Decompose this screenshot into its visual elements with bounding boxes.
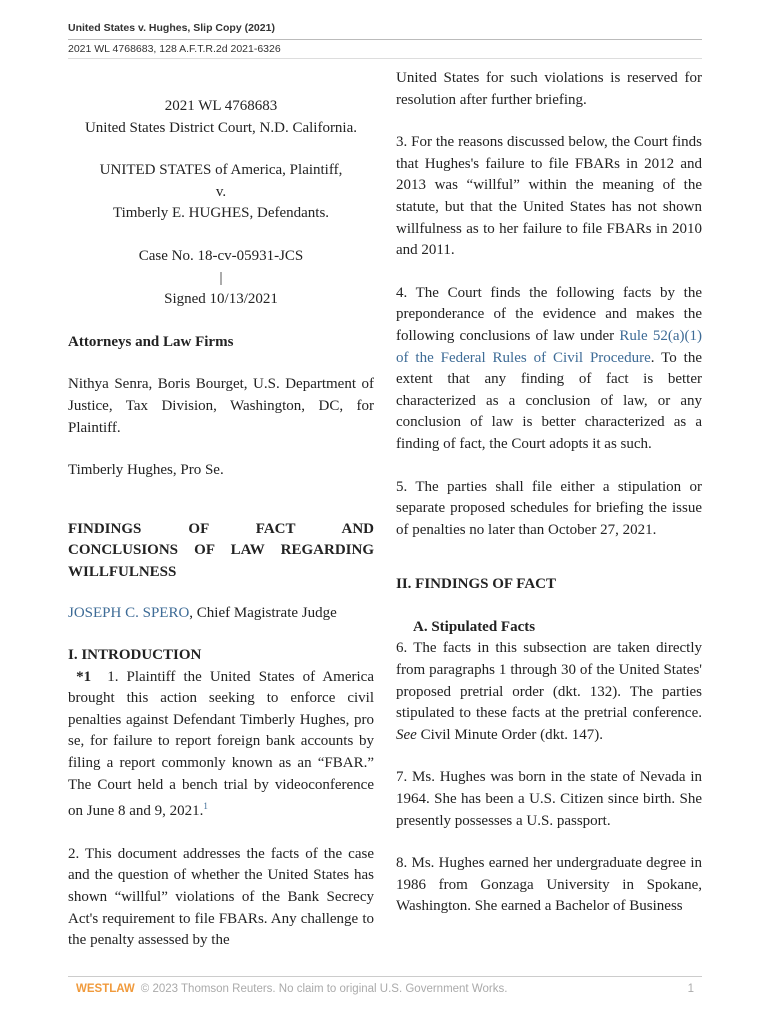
case-number: Case No. 18-cv-05931-JCS bbox=[138, 247, 304, 264]
westlaw-logo: WESTLAW bbox=[76, 983, 135, 995]
paragraph-7: 7. Ms. Hughes was born in the state of Nevada in 1964. She has been a U.S. Citizen since birth. She presently possesses a U.S. passport. bbox=[396, 769, 702, 829]
paragraph-5: 5. The parties shall file either a stipulation or separate proposed schedules for briefing the issue of penalties no later than October 27, 2021. bbox=[396, 478, 702, 538]
opinion-title-line: WILLFULNESS bbox=[68, 563, 177, 580]
paragraph-1-text: 1. Plaintiff the United States of America brought this action seeking to enforce civil penalties against Defendant Timberly Hughes, pro se, for failure to report foreign bank accounts by filing a report commonly known as an “FBAR.” The Court held a bench trial by videoconference on June 8 and 9, 2021. bbox=[68, 668, 374, 820]
paragraph-3: 3. For the reasons discussed below, the Court finds that Hughes's failure to file FBARs in 2012 and 2013 was “willful” within the meaning of the statute, but that the United States has not shown willfulness as to her failure to file FBARs in 2010 and 2011. bbox=[396, 134, 702, 259]
paragraph-2: 2. This document addresses the facts of the case and the question of whether the United States has shown “willful” violations of the Bank Secrecy Act's requirement to file FBARs. Any challenge to the penalty assessed by the bbox=[68, 845, 374, 949]
page-header bbox=[68, 22, 702, 59]
versus: v. bbox=[215, 183, 227, 200]
plaintiff-counsel: Nithya Senra, Boris Bourget, U.S. Department of Justice, Tax Division, Washington, DC, for Plaintiff. bbox=[68, 376, 374, 436]
opinion-title bbox=[68, 519, 374, 584]
plaintiff-caption: UNITED STATES of America, Plaintiff, bbox=[99, 162, 343, 179]
star-page: *1 bbox=[76, 668, 92, 685]
judge-line bbox=[68, 603, 374, 625]
footnote-link[interactable]: 1 bbox=[203, 801, 208, 812]
opinion-title-line: FINDINGS OF FACT AND bbox=[68, 520, 374, 537]
judge-link[interactable]: JOSEPH C. SPERO bbox=[68, 604, 190, 621]
case-title-header: United States v. Hughes, Slip Copy (2021) bbox=[68, 22, 702, 40]
section-introduction-heading: I. INTRODUCTION bbox=[68, 647, 202, 664]
section-findings-heading: II. FINDINGS OF FACT bbox=[396, 576, 557, 593]
court-name: United States District Court, N.D. California. bbox=[84, 119, 358, 136]
page-number: 1 bbox=[687, 983, 694, 995]
wl-citation: 2021 WL 4768683 bbox=[164, 98, 278, 114]
subsection-stipulated-heading: A. Stipulated Facts bbox=[413, 618, 536, 635]
opinion-title-line: CONCLUSIONS OF LAW REGARDING bbox=[68, 542, 374, 559]
paragraph-8: 8. Ms. Hughes earned her undergraduate degree in 1986 from Gonzaga University in Spokane, Washington. She earned a Bachelor of Business bbox=[396, 855, 702, 915]
paragraph-4: 4. The Court finds the following facts by the preponderance of the evidence and makes the following conclusions of law under Rule 52(a)(1) of the Federal Rules of Civil Procedure. To the extent that any finding of fact is better characterized as a conclusion of law, or any conclusion of law is better characterized as a finding of fact, the Court adopts it as such. bbox=[396, 284, 703, 452]
defendant-counsel: Timberly Hughes, Pro Se. bbox=[68, 462, 224, 479]
attorneys-heading: Attorneys and Law Firms bbox=[68, 333, 234, 350]
judge-title: , Chief Magistrate Judge bbox=[189, 604, 337, 621]
right-column bbox=[396, 68, 702, 939]
rule-52-link[interactable]: Rule 52(a)(1) of the Federal Rules of Civil Procedure bbox=[396, 327, 703, 366]
copyright-notice: © 2023 Thomson Reuters. No claim to original U.S. Government Works. bbox=[140, 983, 508, 995]
paragraph-2-continued: United States for such violations is reserved for resolution after further briefing. bbox=[396, 70, 702, 108]
paragraph-6: 6. The facts in this subsection are taken directly from paragraphs 1 through 30 of the United States' proposed pretrial order (dkt. 132). The parties stipulated to these facts at the pretrial conference. See Civil Minute Order (dkt. 147). bbox=[396, 640, 702, 743]
defendant-caption: Timberly E. HUGHES, Defendants. bbox=[112, 205, 330, 222]
paragraph-1 bbox=[68, 667, 374, 823]
caption-separator: | bbox=[219, 269, 223, 286]
page-footer bbox=[68, 976, 702, 995]
signed-date: Signed 10/13/2021 bbox=[164, 291, 278, 308]
left-column bbox=[68, 68, 374, 973]
see-signal: See bbox=[396, 726, 417, 743]
citation-header: 2021 WL 4768683, 128 A.F.T.R.2d 2021-6326 bbox=[68, 40, 702, 59]
